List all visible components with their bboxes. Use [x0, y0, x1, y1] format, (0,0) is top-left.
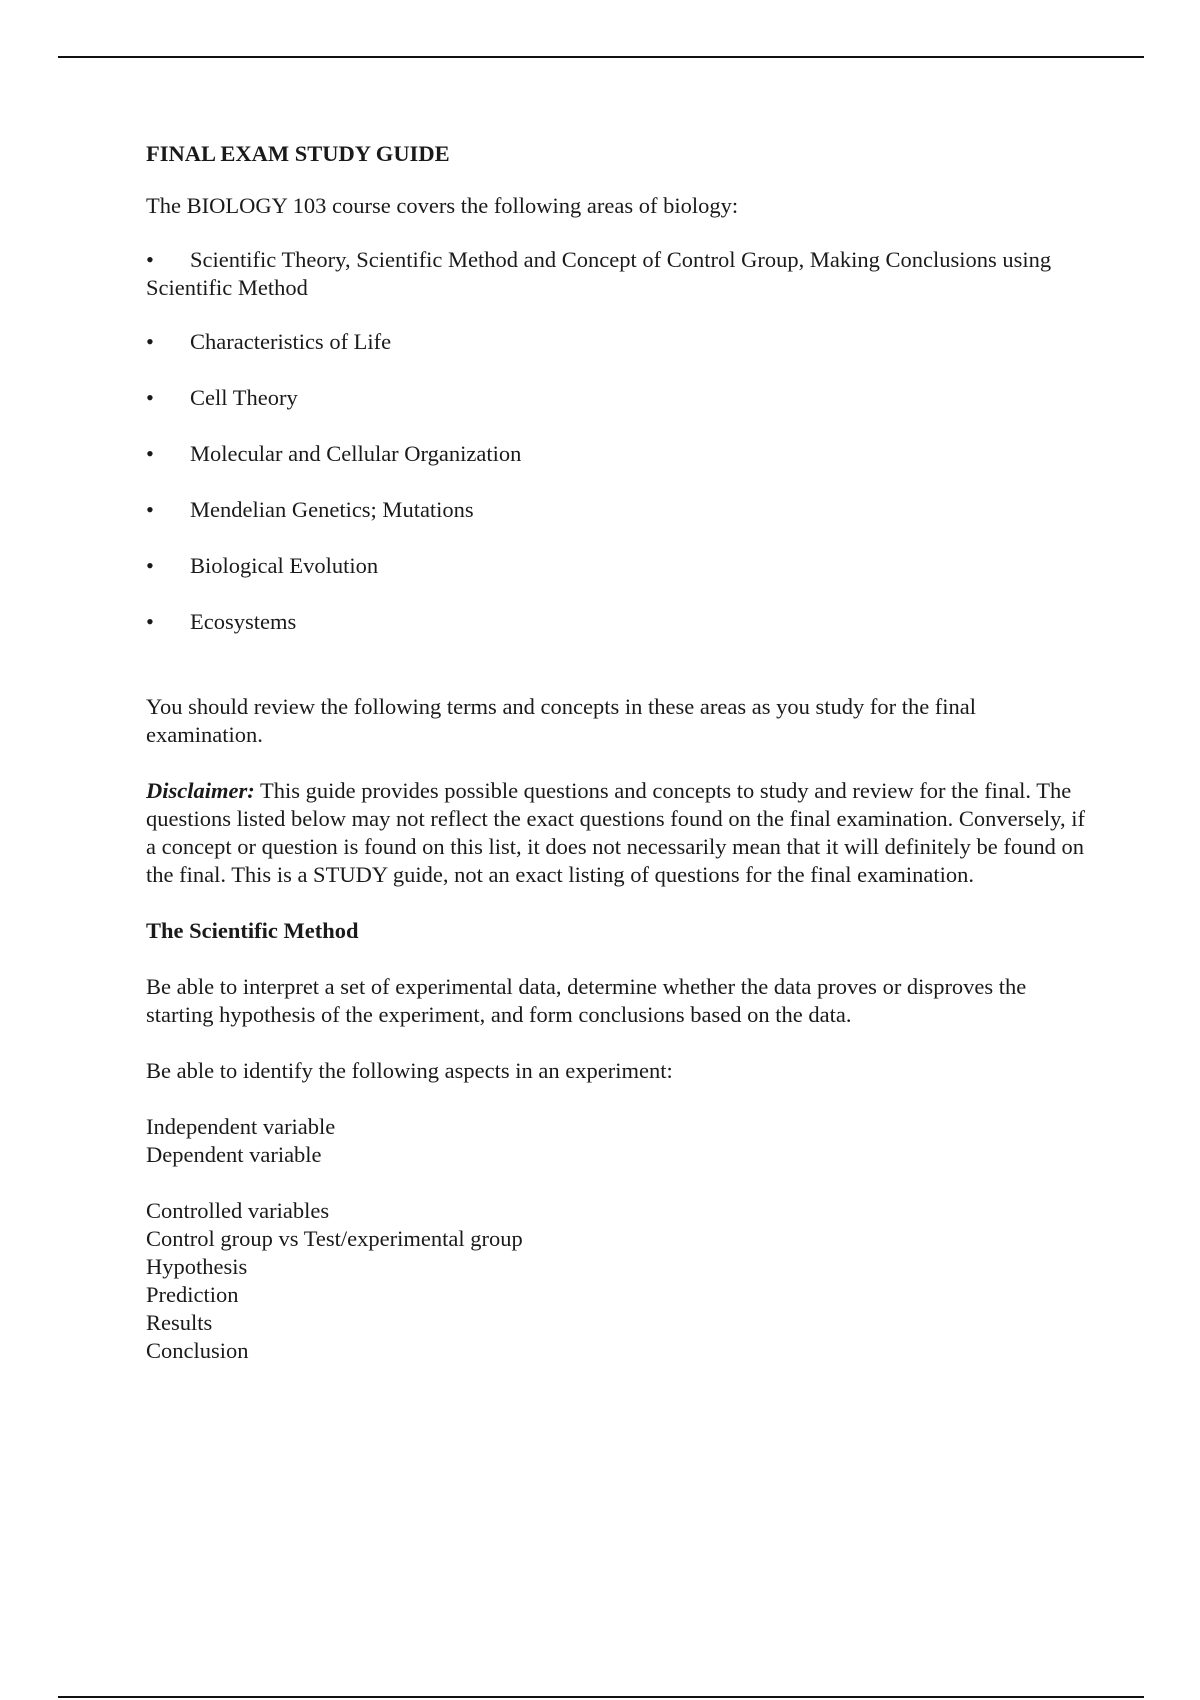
- term-item: Independent variable: [146, 1114, 336, 1139]
- areas-list: [146, 246, 1086, 636]
- disclaimer-paragraph: [146, 777, 1086, 889]
- bullet-icon: •: [146, 441, 154, 466]
- interpret-text: Be able to interpret a set of experimental data, determine whether the data proves or disproves the starting hypothesis of the experiment, and form conclusions based on the data.: [146, 974, 1027, 1027]
- document-body: [146, 140, 1086, 1365]
- bullet-icon: •: [146, 247, 154, 272]
- intro-text: The BIOLOGY 103 course covers the following areas of biology:: [146, 193, 739, 218]
- term-item: Results: [146, 1310, 213, 1335]
- term-item: Prediction: [146, 1282, 239, 1307]
- list-item-label: Cell Theory: [190, 385, 298, 410]
- identify-text: Be able to identify the following aspects in an experiment:: [146, 1058, 673, 1083]
- list-item: [146, 440, 1086, 468]
- list-item: [146, 384, 1086, 412]
- bottom-rule: [58, 1696, 1144, 1698]
- list-item-label: Mendelian Genetics; Mutations: [190, 497, 474, 522]
- bullet-icon: •: [146, 497, 154, 522]
- term-item: Hypothesis: [146, 1254, 248, 1279]
- disclaimer-label: Disclaimer:: [146, 778, 255, 803]
- list-item-label: Biological Evolution: [190, 553, 379, 578]
- term-item: Controlled variables: [146, 1198, 330, 1223]
- terms-group-1: [146, 1113, 1086, 1169]
- list-item-label: Characteristics of Life: [190, 329, 392, 354]
- list-item: [146, 246, 1086, 302]
- document-title: FINAL EXAM STUDY GUIDE: [146, 141, 450, 166]
- bullet-icon: •: [146, 553, 154, 578]
- list-item: [146, 608, 1086, 636]
- review-text: You should review the following terms and concepts in these areas as you study for the final examination.: [146, 694, 977, 747]
- list-item: [146, 552, 1086, 580]
- bullet-icon: •: [146, 609, 154, 634]
- section-heading: The Scientific Method: [146, 918, 359, 943]
- bullet-icon: •: [146, 329, 154, 354]
- term-item: Dependent variable: [146, 1142, 322, 1167]
- list-item-label: Molecular and Cellular Organization: [190, 441, 522, 466]
- terms-group-2: [146, 1197, 1086, 1365]
- bullet-icon: •: [146, 385, 154, 410]
- list-item-label: Scientific Theory, Scientific Method and Concept of Control Group, Making Conclusions using Scientific Method: [146, 247, 1052, 300]
- list-item: [146, 496, 1086, 524]
- term-item: Conclusion: [146, 1338, 249, 1363]
- list-item-label: Ecosystems: [190, 609, 297, 634]
- top-rule: [58, 56, 1144, 58]
- disclaimer-text: This guide provides possible questions and concepts to study and review for the final. The questions listed below may not reflect the exact questions found on the final examination. Conversely, if a concept or question is found on this list, it does not necessarily mean that it will definitely be found on the final. This is a STUDY guide, not an exact listing of questions for the final examination.: [146, 778, 1085, 887]
- term-item: Control group vs Test/experimental group: [146, 1226, 523, 1251]
- list-item: [146, 328, 1086, 356]
